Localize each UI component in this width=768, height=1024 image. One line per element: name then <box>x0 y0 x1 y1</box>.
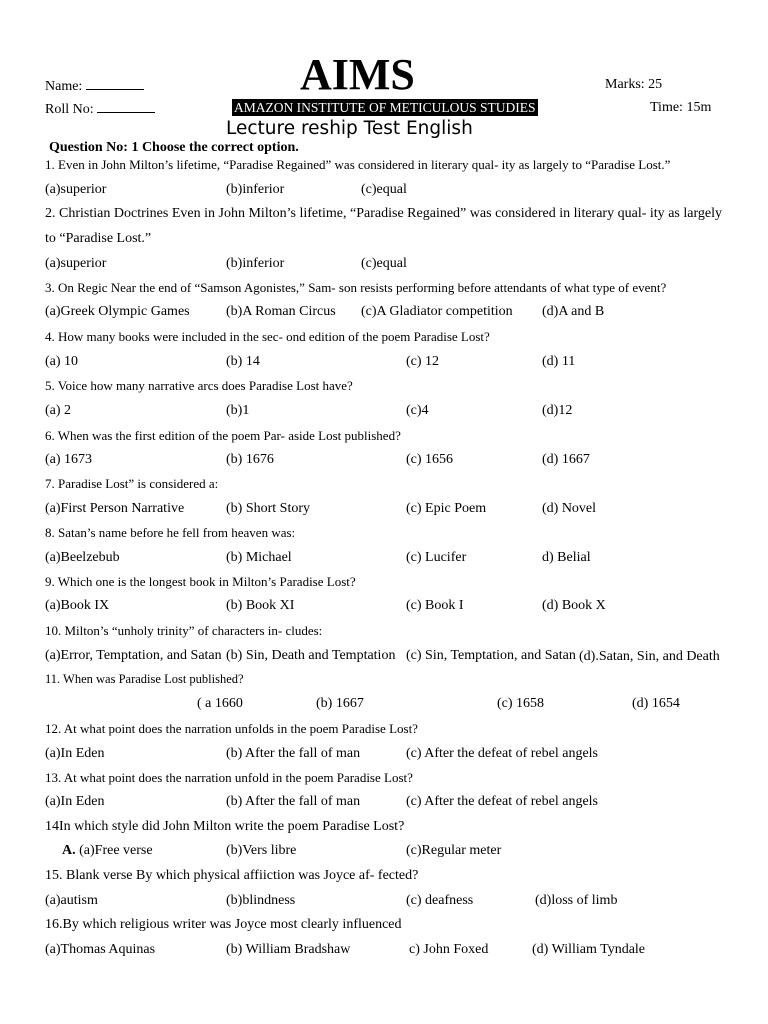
option: (c) Sin, Temptation, and Satan <box>406 648 576 663</box>
roll-blank <box>97 100 155 113</box>
option: (d) 1654 <box>632 696 680 711</box>
institute-name: AMAZON INSTITUTE OF METICULOUS STUDIES <box>234 100 536 115</box>
option: (c) Epic Poem <box>406 501 487 516</box>
option: (a)Beelzebub <box>45 550 120 565</box>
option: (b)blindness <box>226 893 296 908</box>
option: (c)equal <box>361 182 407 197</box>
option: (c)Regular meter <box>406 843 502 858</box>
option: (b) 1676 <box>226 452 274 467</box>
option: (b) Michael <box>226 550 292 565</box>
question-text: 6. When was the first edition of the poem Par- aside Lost published? <box>45 428 401 443</box>
question-text: 7. Paradise Lost” is considered a: <box>45 476 219 491</box>
question-text: 3. On Regic Near the end of “Samson Agonistes,” Sam- son resists performing before attendants of what type of event? <box>45 280 667 295</box>
option: (c)equal <box>361 256 407 271</box>
option: (b) After the fall of man <box>226 794 361 809</box>
option: (d) 1667 <box>542 452 590 467</box>
time-label: Time: 15m <box>650 100 712 115</box>
roll-field <box>45 100 155 118</box>
question-text: 10. Milton’s “unholy trinity” of characters in- cludes: <box>45 623 323 638</box>
option: (a)autism <box>45 893 98 908</box>
option: (b) 1667 <box>316 696 364 711</box>
option: (a)Free verse <box>79 843 153 858</box>
option: (c) 1656 <box>406 452 454 467</box>
option: (d)A and B <box>542 304 605 319</box>
option: (c) After the defeat of rebel angels <box>406 794 599 809</box>
option: (a) 1673 <box>45 452 93 467</box>
option: (d) Novel <box>542 501 597 516</box>
option: (a) 10 <box>45 354 79 369</box>
option: c) John Foxed <box>409 942 489 957</box>
question-text: 13. At what point does the narration unfold in the poem Paradise Lost? <box>45 770 413 785</box>
option: (b)Vers libre <box>226 843 297 858</box>
option: (a)Greek Olympic Games <box>45 304 190 319</box>
option: (a)In Eden <box>45 746 105 761</box>
option: (a)First Person Narrative <box>45 501 185 516</box>
question-text: 4. How many books were included in the sec- ond edition of the poem Paradise Lost? <box>45 329 490 344</box>
page-title: AIMS <box>300 50 415 99</box>
marks-label: Marks: 25 <box>605 77 663 92</box>
option: (c) deafness <box>406 893 474 908</box>
question-text: 16.By which religious writer was Joyce most clearly influenced <box>45 917 402 932</box>
question-text: 5. Voice how many narrative arcs does Paradise Lost have? <box>45 378 353 393</box>
name-field <box>45 77 144 95</box>
option: (a)superior <box>45 256 107 271</box>
question-text: 12. At what point does the narration unfolds in the poem Paradise Lost? <box>45 721 418 736</box>
option: (b) Sin, Death and Temptation <box>226 648 396 663</box>
option: (a) 2 <box>45 403 72 418</box>
question-text: 14In which style did John Milton write the poem Paradise Lost? <box>45 819 405 834</box>
option: (c) 1658 <box>497 696 545 711</box>
option: (c)A Gladiator competition <box>361 304 513 319</box>
name-label: Name: <box>45 79 83 94</box>
option: (d).Satan, Sin, and Death <box>579 649 720 664</box>
test-subtitle: Lecture reship Test English <box>226 118 473 139</box>
option: (d) 11 <box>542 354 576 369</box>
option: (d)loss of limb <box>535 893 618 908</box>
list-marker: A. <box>62 843 76 858</box>
question-text: 15. Blank verse By which physical affiiction was Joyce af- fected? <box>45 868 419 883</box>
option: (b)inferior <box>226 256 285 271</box>
option: (a)superior <box>45 182 107 197</box>
option: (c) After the defeat of rebel angels <box>406 746 599 761</box>
option: (d)12 <box>542 403 573 418</box>
question-text: 9. Which one is the longest book in Milton’s Paradise Lost? <box>45 574 356 589</box>
option: (a)In Eden <box>45 794 105 809</box>
option-row <box>62 843 153 859</box>
option: ( a 1660 <box>197 696 243 711</box>
question-text: 8. Satan’s name before he fell from heaven was: <box>45 525 296 540</box>
option: (a)Thomas Aquinas <box>45 942 156 957</box>
option: (b)inferior <box>226 182 285 197</box>
roll-label: Roll No: <box>45 102 94 117</box>
question-text: 2. Christian Doctrines Even in John Milton’s lifetime, “Paradise Regained” was considered in literary qual- ity as largely to “Paradise Lost.” <box>45 206 722 246</box>
option: (b) Book XI <box>226 598 295 613</box>
option: (c) Book I <box>406 598 464 613</box>
name-blank <box>86 77 144 90</box>
option: (b)A Roman Circus <box>226 304 336 319</box>
option: (c) Lucifer <box>406 550 467 565</box>
option: (c) 12 <box>406 354 440 369</box>
option: (b) 14 <box>226 354 260 369</box>
option: (c)4 <box>406 403 429 418</box>
option: d) Belial <box>542 550 591 565</box>
option: (b)1 <box>226 403 250 418</box>
instruction: Question No: 1 Choose the correct option. <box>49 140 299 155</box>
option: (b) William Bradshaw <box>226 942 351 957</box>
option: (a)Book IX <box>45 598 110 613</box>
question-text: 1. Even in John Milton’s lifetime, “Paradise Regained” was considered in literary qual- ity as largely to “Paradise Lost.” <box>45 157 671 172</box>
option: (a)Error, Temptation, and Satan <box>45 648 222 663</box>
option: (b) Short Story <box>226 501 310 516</box>
option: (b) After the fall of man <box>226 746 361 761</box>
option: (d) Book X <box>542 598 606 613</box>
option: (d) William Tyndale <box>532 942 646 957</box>
question-text: 11. When was Paradise Lost published? <box>45 672 244 686</box>
